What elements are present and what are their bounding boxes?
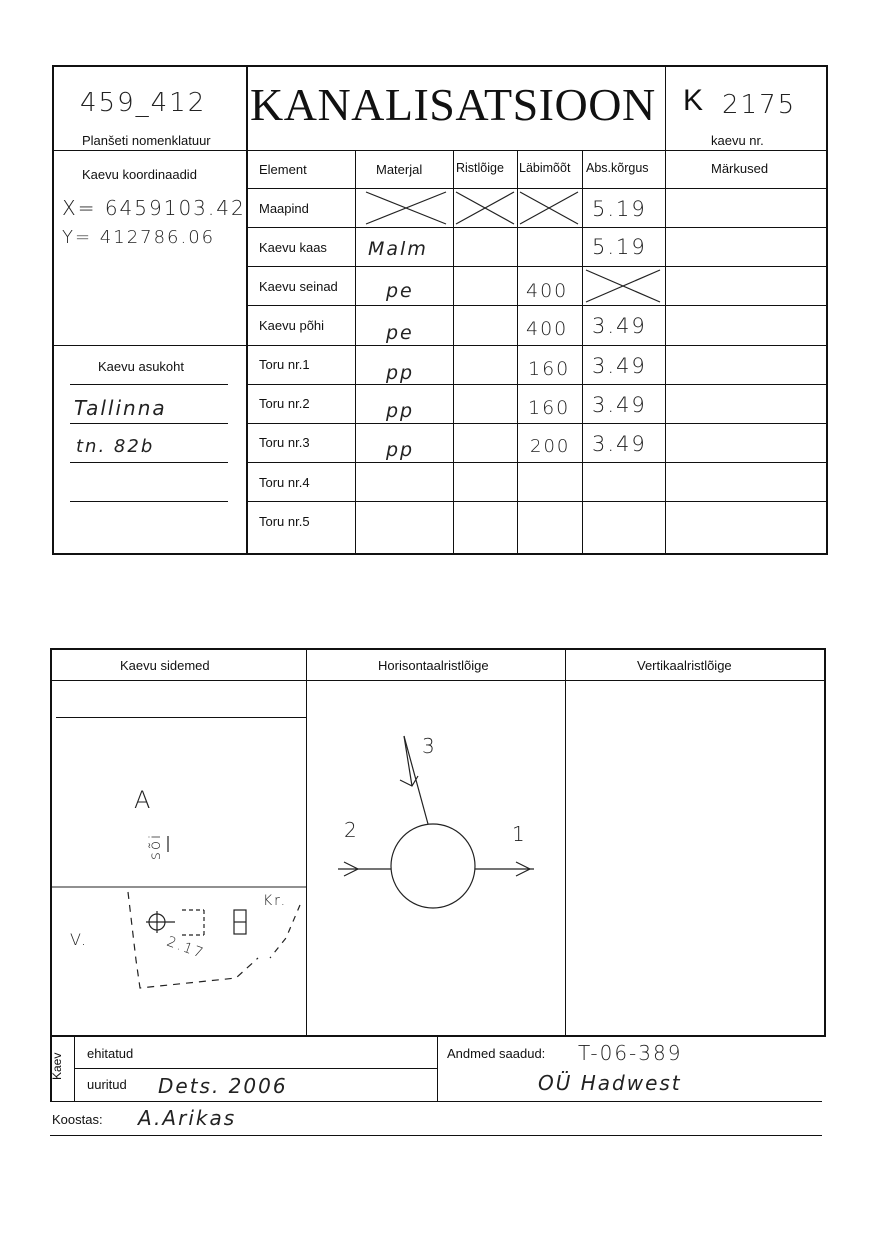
row-element-toru-3: Toru nr.3 bbox=[259, 435, 310, 450]
cell-abs-kaevu-kaas: 5.19 bbox=[592, 235, 647, 259]
row-element-toru-2: Toru nr.2 bbox=[259, 396, 310, 411]
row-element-toru-1: Toru nr.1 bbox=[259, 357, 310, 372]
col-kaevu-sidemed: Kaevu sidemed bbox=[120, 658, 210, 673]
well-number-label: kaevu nr. bbox=[711, 133, 764, 148]
sketch-label-kr: Kr. bbox=[263, 893, 288, 909]
header-markused: Märkused bbox=[711, 161, 769, 176]
row-element-toru-5: Toru nr.5 bbox=[259, 514, 310, 529]
cell-abs-toru-1: 3.49 bbox=[592, 354, 647, 378]
cell-labimoot-kaevu-seinad: 400 bbox=[526, 280, 569, 302]
data-source-label: Andmed saadud: bbox=[447, 1046, 546, 1061]
sketch-label-a: A bbox=[134, 786, 153, 814]
cell-labimoot-toru-3: 200 bbox=[530, 436, 571, 457]
row-element-toru-4: Toru nr.4 bbox=[259, 475, 310, 490]
cell-labimoot-toru-2: 160 bbox=[528, 397, 571, 419]
coordinates-label: Kaevu koordinaadid bbox=[82, 167, 197, 182]
cell-materjal-toru-1: pp bbox=[386, 362, 415, 384]
cell-materjal-toru-2: pp bbox=[386, 400, 415, 422]
row-element-maapind: Maapind bbox=[259, 201, 309, 216]
well-number: 2175 bbox=[722, 90, 797, 120]
cell-materjal-toru-3: pp bbox=[386, 439, 415, 461]
location-label: Kaevu asukoht bbox=[98, 359, 185, 374]
cell-labimoot-toru-1: 160 bbox=[528, 358, 571, 380]
sketch-label-road: sõi bbox=[146, 832, 164, 860]
surveyed-label: uuritud bbox=[87, 1077, 127, 1092]
cell-abs-maapind: 5.19 bbox=[592, 197, 647, 221]
row-element-kaevu-kaas: Kaevu kaas bbox=[259, 240, 327, 255]
cell-abs-toru-2: 3.49 bbox=[592, 393, 647, 417]
col-vertikaal: Vertikaalristlõige bbox=[637, 658, 732, 673]
header-labimoot: Läbimõõt bbox=[519, 161, 571, 175]
page-title: KANALISATSIOON bbox=[250, 79, 656, 130]
pipe-label-2: 2 bbox=[344, 818, 359, 842]
cell-materjal-kaevu-seinad: pe bbox=[386, 280, 414, 302]
data-source-value-2: OÜ Hadwest bbox=[538, 1071, 682, 1095]
row-element-kaevu-pohi: Kaevu põhi bbox=[259, 318, 325, 333]
location-line1: Tallinna bbox=[74, 396, 167, 420]
built-label: ehitatud bbox=[87, 1046, 134, 1061]
cell-materjal-kaevu-kaas: Malm bbox=[368, 238, 428, 260]
nomenclature-value: 459_412 bbox=[80, 88, 207, 118]
header-ristloige: Ristlõige bbox=[456, 161, 504, 175]
header-abs-korgus: Abs.kõrgus bbox=[586, 161, 649, 175]
row-element-kaevu-seinad: Kaevu seinad bbox=[259, 279, 338, 294]
kaev-side-label: Kaev bbox=[50, 1052, 64, 1080]
cell-abs-kaevu-pohi: 3.49 bbox=[592, 314, 647, 338]
sketch-label-distance: 2.17 bbox=[164, 933, 207, 963]
location-line2: tn. 82b bbox=[76, 436, 155, 457]
well-prefix: K bbox=[683, 84, 704, 117]
cell-abs-toru-3: 3.49 bbox=[592, 432, 647, 456]
header-element: Element bbox=[259, 162, 307, 177]
data-source-value-1: T-06-389 bbox=[578, 1041, 683, 1065]
sketch-label-v: V. bbox=[70, 930, 88, 949]
col-horisontaal: Horisontaalristlõige bbox=[378, 658, 489, 673]
header-materjal: Materjal bbox=[376, 162, 423, 177]
coordinate-y: Y= 412786.06 bbox=[62, 227, 216, 248]
pipe-label-1: 1 bbox=[512, 822, 527, 846]
surveyed-value: Dets. 2006 bbox=[158, 1074, 288, 1098]
pipe-label-3: 3 bbox=[422, 734, 437, 758]
cell-labimoot-kaevu-pohi: 400 bbox=[526, 318, 569, 340]
cell-materjal-kaevu-pohi: pe bbox=[386, 322, 414, 344]
coordinate-x: X= 6459103.42 bbox=[62, 196, 246, 220]
author-label: Koostas: bbox=[52, 1112, 103, 1127]
nomenclature-label: Planšeti nomenklatuur bbox=[82, 133, 211, 148]
author-value: A.Arikas bbox=[138, 1106, 237, 1130]
